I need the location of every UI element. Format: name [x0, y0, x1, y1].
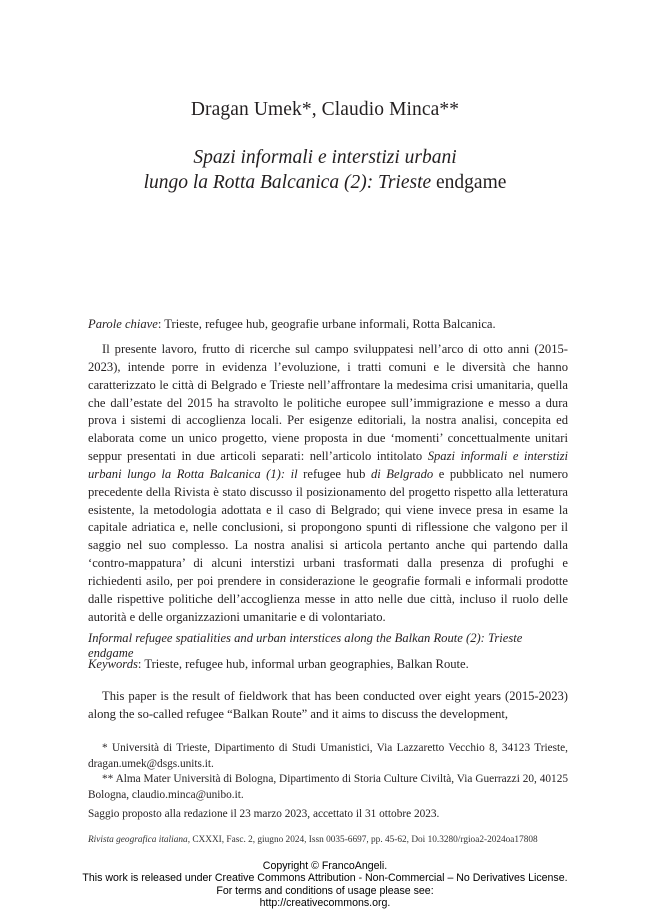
title-line-2-italic: lungo la Rotta Balcanica (2): Trieste	[143, 172, 432, 193]
journal-citation	[88, 835, 568, 845]
body-paragraph: This paper is the result of fieldwork that has been conducted over eight years (2015-2023) along the so-called refugee “Balkan Route” and it aims to discuss the development,	[88, 689, 568, 721]
abstract-italic-2: di Belgrado	[370, 466, 434, 481]
copyright-line-2: This work is released under Creative Commons Attribution - Non-Commercial – No Derivatives License.	[82, 872, 568, 885]
keywords-it-label: Parole chiave	[88, 317, 158, 331]
copyright-line-1: Copyright © FrancoAngeli.	[262, 860, 388, 872]
authors: Dragan Umek*, Claudio Minca**	[190, 99, 460, 120]
keywords-en-label: Keywords	[88, 657, 138, 671]
keywords-en	[88, 657, 568, 672]
abstract-it	[88, 341, 568, 627]
submission-note: Saggio proposto alla redazione il 23 marzo 2023, accettato il 31 ottobre 2023.	[88, 808, 440, 820]
footnote-1: * Università di Trieste, Dipartimento di Studi Umanistici, Via Lazzaretto Vecchio 8, 34123 Trieste, dragan.umek@dsgs.units.it.	[88, 742, 568, 770]
title-line-2-roman: endgame	[431, 172, 507, 193]
abstract-italic-1: Spazi informali e interstizi urbani lungo la Rotta Balcanica (1): il	[88, 449, 568, 481]
title-line-1: Spazi informali e interstizi urbani	[193, 147, 457, 168]
abstract-part-1: Il presente lavoro, frutto di ricerche sul campo sviluppatesi nell’arco di otto anni (2015-2023), intende porre in evidenza l’evoluzione, i tratti comuni e le diversità che hanno caratterizzato le città di Belgrado e Trieste nell’affrontare la medesima crisi umanitaria, quella che dall’estate del 2015 ha stravolto le politiche europee sull’immigrazione e messo a dura prova i sistemi di accoglienza locali. Per esigenze editoriali, la nostra analisi, concepita ed elaborata come un unico progetto, viene proposta in due ‘momenti’ concettualmente unitari seppur presentati in due articoli separati: nell’articolo intitolato	[88, 342, 568, 464]
keywords-it	[88, 316, 568, 334]
keywords-it-text: : Trieste, refugee hub, geografie urbane informali, Rotta Balcanica.	[157, 317, 496, 331]
keywords-en-text: : Trieste, refugee hub, informal urban geographies, Balkan Route.	[137, 657, 469, 671]
citation-details: , CXXXI, Fasc. 2, giugno 2024, Issn 0035-6697, pp. 45-62, Doi 10.3280/rgioa2-2024oa17808	[187, 835, 538, 845]
abstract-part-3: e pubblicato nel numero precedente della Rivista è stato discusso il posizionamento del progetto rispetto alla letteratura esistente, la metodologia adottata e il caso di Belgrado; qui viene invece presa in esame la capitale adriatica e, nelle conclusioni, si propongono spunti di riflessione che valgono per il saggio nel suo complesso. La nostra analisi si articola pertanto anche qui partendo dalla ‘contro-mappatura’ di alcuni interstizi urbani trasformati dalla presenza di profughi e richiedenti asilo, per poi prendere in considerazione le geografie formali e informali prodotte dalle rispettive politiche dell’accoglienza messe in atto nelle due città, incluso il ruolo delle autorità e delle organizzazioni umanitarie e di volontariato.	[88, 466, 568, 624]
footnote-2: ** Alma Mater Università di Bologna, Dipartimento di Storia Culture Civiltà, Via Guerrazzi 20, 40125 Bologna, claudio.minca@unibo.it.	[88, 773, 568, 801]
copyright-notice	[0, 860, 650, 909]
journal-name: Rivista geografica italiana	[88, 835, 188, 845]
title-en: Informal refugee spatialities and urban interstices along the Balkan Route (2): Trieste endgame	[88, 631, 523, 660]
copyright-link[interactable]: http://creativecommons.org.	[259, 896, 391, 909]
footnotes	[88, 741, 568, 823]
title-line-2	[0, 170, 650, 195]
article-title	[0, 145, 650, 195]
abstract-part-2: refugee hub	[297, 466, 371, 481]
copyright-line-3: For terms and conditions of usage please see:	[216, 884, 434, 897]
